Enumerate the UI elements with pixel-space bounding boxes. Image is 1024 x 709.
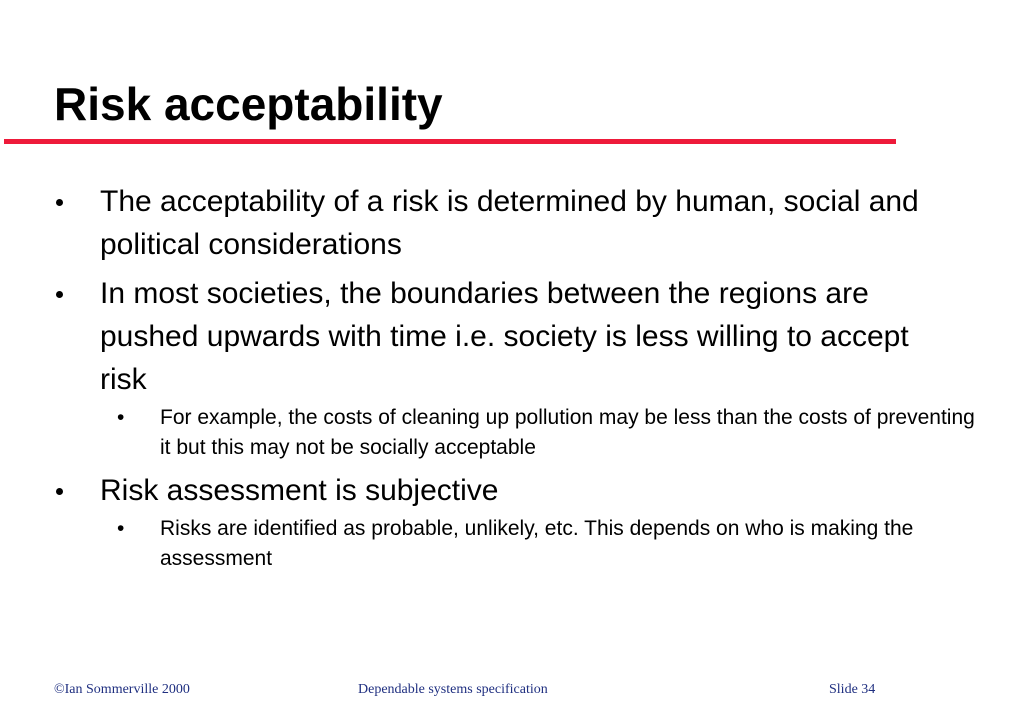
sub-bullet-item [0,514,980,574]
footer-slide-number: Slide 34 [829,682,876,697]
sub-bullet-marker-icon: • [117,406,125,429]
sub-bullet-marker-icon: • [117,517,125,540]
bullet-text: The acceptability of a risk is determined by human, social and political considerations [100,185,919,261]
sub-bullet-item [0,403,980,463]
slide-title: Risk acceptability [54,78,443,130]
bullet-dot-icon [56,199,63,206]
slide-content [0,180,1000,574]
bullet-dot-icon [56,291,63,298]
title-underline [4,139,896,144]
sub-bullet-text: For example, the costs of cleaning up pollution may be less than the costs of preventing it but this may not be socially acceptable [160,406,975,459]
bullet-item [0,272,960,401]
bullet-dot-icon [56,488,63,495]
bullet-text: Risk assessment is subjective [100,474,499,507]
bullet-item [0,469,960,512]
sub-bullet-text: Risks are identified as probable, unlikely, etc. This depends on who is making the assessment [160,517,914,570]
bullet-text: In most societies, the boundaries between the regions are pushed upwards with time i.e. society is less willing to accept risk [100,277,909,396]
footer-course-title: Dependable systems specification [358,682,548,697]
bullet-item [0,180,960,266]
footer-copyright: ©Ian Sommerville 2000 [54,682,190,697]
